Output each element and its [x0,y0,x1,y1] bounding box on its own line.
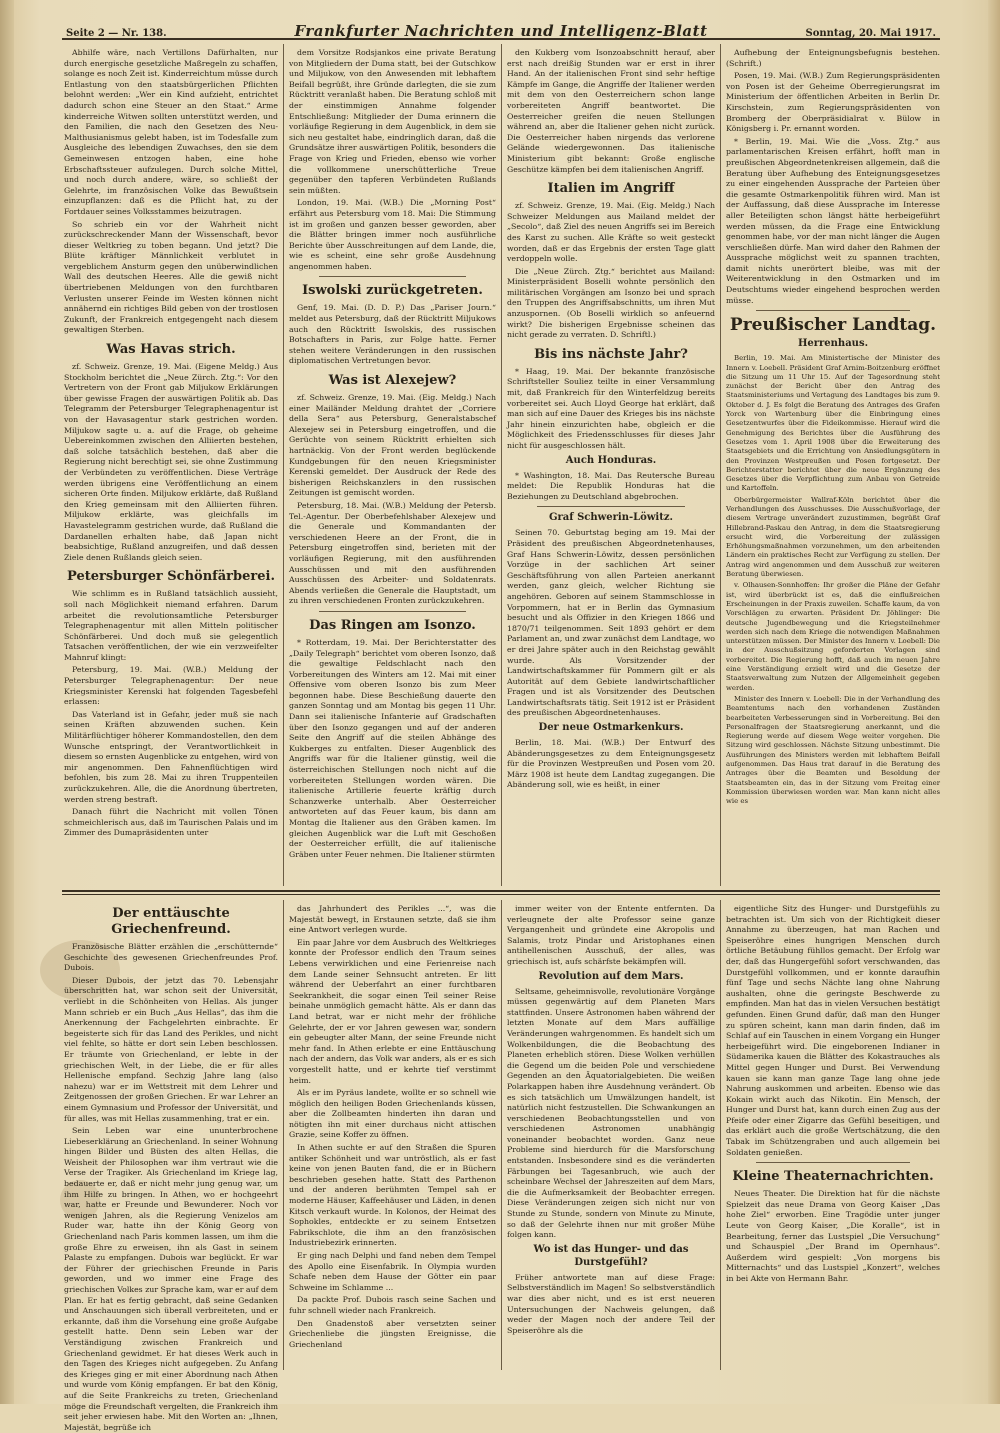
article-paragraph: zf. Schweiz. Grenze, 19. Mai. (Eig. Meldg.) Nach Schweizer Meldungen aus Mailand meldet der „Secolo“, daß Ziel des neuen Angriffs sei im Bereich des Karst zu suchen. Alle Kräfte so weit gesteckt worden, daß er das Ergebnis der ersten Tage glatt verdoppeln wolle. [507,201,715,264]
newspaper-title: Frankfurter Nachrichten und Intelligenz-Blatt [294,22,708,40]
feuilleton-column-1 [64,900,278,1432]
column-rule [720,44,721,886]
article-paragraph: Das Vaterland ist in Gefahr, jeder muß sie nach seinen Kräften abzuwenden suchen. Kein Militärflüchtiger höherer Kommandostellen, den dem Wunsche entspringt, der Verantwortlichkeit in diesem so ernsten Augenblicke zu entgehen, wird von mir angenommen. Den Fahnenflüchtigen wird befohlen, bis zum 28. Mai zu ihren Truppenteilen zurückzukehren. Alle, die die Anordnung übertreten, werden streng bestraft. [64,709,278,804]
column-2 [289,48,496,884]
article-paragraph: Er ging nach Delphi und fand neben dem Tempel des Apollo eine Eisenfabrik. In Olympia wurden Schafe neben dem Hause der Götter ein paar Schweine im Schlamme ... [289,1251,496,1292]
article-paragraph: Danach führt die Nachricht mit vollen Tönen schmeichlerisch aus, daß im Taurischen Palais und im Zimmer des Dumapräsidenten unter [64,807,278,838]
article-paragraph: eigentliche Sitz des Hunger- und Durstgefühls zu betrachten ist. Um sich von der Richtigkeit dieser Annahme zu überzeugen, hat man Rachen und Speiseröhre eines hungrigen Menschen durch örtliche Betäubung fühllos gemacht. Der Erfolg war der, daß das Hungergefühl sofort verschwanden, das Durstgefühl vollkommen, und er konnte daraufhin fünf Tage und sechs Nächte lang ohne Nahrung aushalten, ohne die geringste Beschwerde zu empfinden. Man hat das in vielen Versuchen bestätigt gefunden. Einen Grund dafür, daß man den Hunger zu spüren scheint, kann man darin finden, daß im Schlaf auf ein Tauschen in einem Vorgang ein Hunger herbeigeführt wird. Die eingeborenen Indianer in Südamerika kauen die Blätter des Kokastrauches als Mittel gegen Hunger und Durst. Bei Verwendung kauen sie kann man ganze Tage lang ohne jede Nahrung auskommen und arbeiten. Ebenso wie das Kokain wirkt auch das Nikotin. Ein Mensch, der Hunger und Durst hat, kann durch einen Zug aus der Pfeife oder einer Zigarre das Gefühl beseitigen, und das erklärt auch die große Wertschätzung, die den Tabak im Schützengraben und auch allgemein bei Soldaten genießen. [726,904,940,1157]
headline-havas: Was Havas strich. [106,342,236,358]
article-paragraph: v. Olhausen-Sonnhoffen: Ihr großer die Pläne der Gefahr ist, wird überbrückt ist es, daß die einflußreichen Erscheinungen in der Praxis zuweilen. Schaffe kaum, da von Vorschlägen zu erwarten. Präsident Dr. Jöhlinger: Die deutsche Jugendbewegung und die Kriegsteilnehmer werden sich nach dem Kriege die notwendigen Maßnahmen unterstützen müssen. Der Minister des Innern v. Loebell: Die in der Ausschußsitzung geforderten Vorlagen sind vorbereitet. Die Regierung hofft, daß auch im neuen Jahre eine Verständigung erzielt wird und die Gesetze der Staatsverwaltung zum Nutzen der Allgemeinheit gegeben werden. [726,581,940,692]
article-paragraph: London, 19. Mai. (W.B.) Die „Morning Post“ erfährt aus Petersburg vom 18. Mai: Die Stimmung ist im großen und ganzen besser geworden, aber die Blätter bringen immer noch ausführliche Berichte über Ausschreitungen auf dem Lande, die, wie es scheint, eine sehr große Ausdehnung angenommen haben. [289,198,496,271]
article-paragraph: * Berlin, 19. Mai. Wie die „Voss. Ztg.“ aus parlamentarischen Kreisen erfährt, hofft man in preußischen Abgeordnetenkreisen allgemein, daß die Beratung über Aufhebung des Enteignungsgesetzes zu einer eingehenden Aussprache der Parteien über die gesamte Ostmarkenpolitik führen wird. Man ist der Auffassung, daß diese Aussprache im Interesse aller Beteiligten schon längst hätte herbeigeführt werden müssen, da die Frage eine Entwicklung genommen habe, vor der man nicht länger die Augen verschließen dürfe. Man wird daher den Rahmen der Aussprache möglichst weit zu spannen trachten, damit nichts unerörtert bleibe, was mit der Weiterentwicklung in den Ostmarken und im Deutschtums wieder eingehend besprochen werden müsse. [726,136,940,305]
headline-petersburg: Petersburger Schönfärberei. [67,569,275,585]
article-paragraph: Seltsame, geheimnisvolle, revolutionäre Vorgänge müssen gegenwärtig auf dem Planeten Mars stattfinden. Unsere Astronomen haben während der letzten Monate auf dem Mars auffällige Veränderungen wahrgenommen. Es handelt sich um Wolkenbildungen, die die Beobachtung des Planeten erheblich stören. Diese Wolken verhüllen die Gegend um die beiden Pole und verschiedene Gegenden an den Äquatorialgebieten. Die weißen Polarkappen haben ihre Ausdehnung verändert. Ob es sich tatsächlich um Umwälzungen handelt, ist natürlich nicht festzustellen. Die Schwankungen an verschiedenen Beobachtungsstellen und von verschiedenen Astronomen unabhängig voneinander beobachtet worden. Ganz neue Probleme sind hierdurch für die Marsforschung entstanden. Insbesondere sind es die veränderten Färbungen bei Tagesanbruch, wie auch der scheinbare Wechsel der Jahreszeiten auf dem Mars, die die Aufmerksamkeit der Beobachter erregen. Diese Veränderungen zeigen sich nicht nur von Stunde zu Stunde, sondern von Minute zu Minute, so daß der Gelehrte ihnen nur mit großer Mühe folgen kann. [507,986,715,1240]
headline-honduras: Auch Honduras. [565,454,657,466]
column-rule [283,44,284,886]
feuilleton-column-4 [726,904,940,1370]
column-rule [283,900,284,1370]
column-rule [501,900,502,1370]
article-paragraph: * Haag, 19. Mai. Der bekannte französische Schriftsteller Souliez teilte in einer Versammlung mit, daß Frankreich für den Winterfeldzug bereits vorbereitet sei. Auch Lloyd George hat erklärt, daß man sich auf eine Dauer des Krieges bis ins nächste Jahr hinein einzurichten habe, obgleich er die Möglichkeit des Friedensschlusses für dieses Jahr nicht für ausgeschlossen hält. [507,366,715,450]
article-separator [756,310,910,311]
article-paragraph: den Kukberg vom Isonzoabschnitt herauf, aber erst nach dreißig Stunden war er erst in ihrer Hand. An der italienischen Front sind sehr heftige Kämpfe im Gange, die Angriffe der Italiener werden mit dem von den Oesterreichern schon lange vorbereiteten Angriff beantwortet. Die Oesterreicher greifen die neuen Stellungen während an, aber die Italiener gehen nicht zurück. Die Oesterreicher haben nirgends das verlorene Gelände wiedergewonnen. Das italienische Ministerium gibt bekannt: Große englische Geschütze kämpfen bei dem italienischen Angriff. [507,48,715,174]
article-paragraph: Wie schlimm es in Rußland tatsächlich aussieht, soll nach Möglichkeit niemand erfahren. Darum arbeitet die revolutionsamtliche Petersburger Telegraphenagentur mit allen Mitteln politischer Schönfärberei. Und doch muß sie gelegentlich Tatsachen veröffentlichen, der wie ein verzweifelter Mahnruf klingt: [64,589,278,662]
article-paragraph: Seinen 70. Geburtstag beging am 19. Mai der Präsident des preußischen Abgeordnetenhauses, Graf Hans Schwerin-Löwitz, dessen persönlichen Vorzüge in der sachlichen Art seiner Geschäftsführung von allen Parteien anerkannt werden, ganz gleich, welcher Richtung sie angehören. Geboren auf seinem Stammschlosse in Vorpommern, hat er in Berlin das Gymnasium besucht und als Offizier in den Kriegen 1866 und 1870/71 teilgenommen. Seit 1893 gehört er dem Parlament an, und zwar zunächst dem Landtage, wo er drei Jahre später auch in den Reichstag gewählt wurde. Als Vorsitzender der Landwirtschaftskammer für Pommern gilt er als Autorität auf dem Gebiete landwirtschaftlicher Fragen und ist als Vorsitzender des Deutschen Landwirtschaftsrats tätig. Seit 1912 ist er Präsident des preußischen Abgeordnetenhauses. [507,528,715,718]
headline-landtag: Preußischer Landtag. [729,315,937,336]
headline-mars: Revolution auf dem Mars. [538,970,684,982]
headline-schwerin: Graf Schwerin-Löwitz. [549,512,673,524]
landtag-report [726,354,940,806]
article-paragraph: Posen, 19. Mai. (W.B.) Zum Regierungspräsidenten von Posen ist der Geheime Oberregierungsrat im Ministerium der öffentlichen Arbeiten in Berlin Dr. Kirschstein, zum Regierungspräsidenten von Bromberg der Oberpräsidialrat v. Bülow in Königsberg i. Pr. ernannt worden. [726,71,940,134]
article-paragraph: Den Gnadenstoß aber versetzten seiner Griechenliebe die jüngsten Ereignisse, die Griechenland [289,1318,496,1349]
article-paragraph: Berlin, 19. Mai. Am Ministertische der Minister des Innern v. Loebell. Präsident Graf Arnim-Boitzenburg eröffnet die Sitzung um 11 Uhr 15. Auf der Tagesordnung steht zunächst der Bericht über den Antrag des Staatsministeriums und Vertagung des Landtages bis zum 9. Oktober d. J. Es folgt die Beratung des Antrages des Grafen Yorck von Wartenburg über die Einbringung eines Gesetzentwurfes über die Fideikommisse. Hierauf wird die Genehmigung des Berichtes über die Ausführung des Gesetzes vom 1. April 1908 über die Erweiterung des Staatsgebiets und die Errichtung von Ansiedlungsgütern in den Provinzen Westpreußen und Posen fortgesetzt. Der Berichterstatter berichtet über die neue Ergänzung des Gesetzes über die Verpflichtung zum Anbau von Getreide und Kartoffeln. [726,354,940,493]
article-paragraph: Die „Neue Zürch. Ztg.“ berichtet aus Mailand: Ministerpräsident Boselli wohnte persönlich den militärischen Vorgängen am Isonzo bei und sprach den Truppen des Angriffsabschnitts, um ihren Mut anzuspornen. (Ob Boselli wirklich so anfeuernd wirkt? Die bisherigen Ergebnisse scheinen das nicht gerade zu verraten. D. Schriftl.) [507,266,715,340]
feuilleton-divider-thin [62,894,940,895]
headline-ostmarkenkurs: Der neue Ostmarkenkurs. [538,722,684,734]
article-paragraph: Als er im Pyräus landete, wollte er so schnell wie möglich den heiligen Boden Griechenlands küssen, aber die Zollbeamten hinderten ihn daran und nötigten ihn mit einer durchaus nicht attischen Grazie, seine Koffer zu öffnen. [289,1088,496,1140]
column-rule [501,44,502,886]
article-paragraph: immer weiter von der Entente entfernten. Da verleugnete der alte Professor seine ganze Vergangenheit und gründete eine Akropolis und Salamis, trotz Pindar und Aristophanes einen antihellenischen Ausschuß, der alles, was griechisch ist, aufs schärfste bekämpfen will. [507,904,715,966]
article-paragraph: Minister des Innern v. Loebell: Die in der Verhandlung des Beamtentums nach den vorhandenen Zuständen bearbeiteten Verbesserungen sind in Vorbereitung. Bei den Personalfragen der Staatsregierung anerkannt, und die Regierung werde auf diesem Wege weiter vorgehen. Die Sitzung wird geschlossen. Nächste Sitzung unbestimmt. Die Ausführungen des Ministers werden mit lebhaftem Beifall aufgenommen. Das Haus trat darauf in die Beratung des Antrages über die Beamten und Besoldung der Staatsbeamten ein, das in der Sitzung vom Freitag einer Kommission überwiesen worden war. Man kann nicht alles wie es [726,694,940,806]
article-paragraph: das Jahrhundert des Perikles ...“, was die Majestät bewegt, in Erstaunen setzte, daß sie ihm eine Antwort verlegen wurde. [289,904,496,935]
article-paragraph: Dieser Dubois, der jetzt das 70. Lebensjahr überschritten hat, war schon seit der Universität, verliebt in die Schönheiten von Hellas. Als junger Mann schrieb er ein Buch „Aus Hellas“, das ihm die Anerkennung der Fachgelehrten einbrachte. Er begeisterte sich für das Land des Perikles, und nicht viel fehlte, so hätte er dort sein Leben beschlossen. Er träumte von Griechenland, er lebte in der griechischen Welt, in der Liebe, die er für alles Hellenische empfand. Sechzig Jahre lang (also nahezu) war er im Wettstreit mit dem Lehrer und Zeitgenossen der großen Griechen. Er war Lehrer an einem Gymnasium und Professor der Universität, und für alles, was mit Hellas zusammenhing, trat er ein. [64,975,278,1123]
column-rule [720,900,721,1370]
article-paragraph: * Rotterdam, 19. Mai. Der Berichterstatter des „Daily Telegraph“ berichtet vom oberen Isonzo, daß die gewaltige Feldschlacht nach den Vorbereitungen des Winters am 12. Mai mit einer Offensive vom oberen Isonzo bis zum Meer begonnen habe. Diese Beschießung dauerte den ganzen Sonntag und am Montag bis gegen 11 Uhr. Dann sei italienische Infanterie auf Gradschaften über den Isonzo gegangen und auf der anderen Seite den Angriff auf die steilen Abhänge des Kukberges zu entfalten. Dieser Augenblick des Angriffs war für die Italiener günstig, weil die österreichischen Stellungen noch nicht auf die vorbereiteten Stellungen worden wären. Die italienische Artillerie feuerte kräftig durch Schanzwerke unterhalb. Aber Oesterreicher antworteten auf das Feuer kaum, bis dann am Montag die Italiener aus den Gräben kamen. Im gleichen Augenblick war die Luft mit Geschoßen der Oesterreicher erfüllt, die auf italienische Gräben unter Feuer nehmen. Die Italiener stürmten [289,637,496,859]
article-paragraph: Abhilfe wäre, nach Vertillons Dafürhalten, nur durch energische gesetzliche Maßregeln zu schaffen, solange es noch Zeit ist. Kinderreichtum müsse durch Entlastung von den staatsbürgerlichen Pflichten belohnt werden: „Wer ein Kind aufzieht, entrichtet dadurch schon eine Steuer an den Staat.“ Arme kinderreiche Witwen sollten unterstützt werden, und den Familien, die nach den Gesetzen des Neu-Malthusianismus gelebt haben, ist im Todesfalle zum Ausgleiche des lebendigen Zuwachses, den sie dem Gemeinwesen entzogen haben, eine hohe Erbschaftssteuer aufzulegen. Durch solche Mittel, und noch durch andere, wäre, so schließt der Gelehrte, im französischen Volke das Bewußtsein einzupflanzen: daß es die Pflicht hat, zu der Fortdauer seines Volksstammes beizutragen. [64,48,278,216]
article-paragraph: Petersburg, 18. Mai. (W.B.) Meldung der Petersb. Tel.-Agentur. Der Oberbefehlshaber Alexejew und die Generale und Kommandanten der verschiedenen Heere an der Front, die in Petersburg eingetroffen sind, berieten mit der vorläufigen Regierung, mit den ausführenden Ausschüssen und mit den ausführenden Ausschüssen des Arbeiter- und Soldatenrats. Abends verließen die Generale die Hauptstadt, um zu ihren verschiedenen Fronten zurückzukehren. [289,500,496,606]
article-separator [756,1162,910,1163]
article-paragraph: dem Vorsitze Rodsjankos eine private Beratung von Mitgliedern der Duma statt, bei der Gutschkow und Miljukow, von den Anwesenden mit lebhaftem Beifall begrüßt, ihre Gründe darlegten, die sie zum Rücktritt veranlaßt haben. Die Beratung schloß mit der einstimmigen Annahme folgender Entschließung: Mitglieder der Duma erinnern die vorläufige Regierung in dem Augenblick, in dem sie sich neu gestaltet habe, eindringlich daran, daß die Grundsätze ihrer auswärtigen Politik, besonders die Frage von Krieg und Frieden, ebenso wie vorher die vollkommene unerschütterliche Treue gegenüber den tapferen Verbündeten Rußlands sein müßten. [289,48,496,195]
article-separator [319,611,466,612]
article-paragraph: Aufhebung der Enteignungsbefugnis bestehen. (Schrift.) [726,48,940,68]
headline-iswolski: Iswolski zurückgetreten. [302,283,483,299]
headline-griechenfreund: Der enttäuschte Griechenfreund. [111,906,231,937]
issue-date: Sonntag, 20. Mai 1917. [805,28,936,39]
page-right-edge [988,0,1000,1404]
article-separator [537,506,685,507]
article-paragraph: zf. Schweiz. Grenze, 19. Mai. (Eig. Meldg.) Nach einer Mailänder Meldung drahtet der „Corriere della Sera“ aus Petersburg, Generalstabschef Alexejew sei in Petersburg eingetroffen, und die Gerüchte von seinem Rücktritt erhielten sich hartnäckig. Von der Front werden beglückende Kundgebungen für den neuen Kriegsminister Kerenski gemeldet. Der Ausdruck der Rede des bisherigen Reichskanzlers in den russischen Zeitungen ist gemischt worden. [289,393,496,498]
article-paragraph: Französische Blätter erzählen die „erschütternde“ Geschichte des gewesenen Griechenfreundes Prof. Dubois. [64,942,278,973]
article-paragraph: Früher antwortete man auf diese Frage: Selbstverständlich im Magen! So selbstverständlich war dies aber nicht, und es ist erst neueren Untersuchungen der Nachweis gelungen, daß weder der Magen noch der andere Teil der Speiseröhre als die [507,1272,715,1335]
article-paragraph: zf. Schweiz. Grenze, 19. Mai. (Eigene Meldg.) Aus Stockholm berichtet die „Neue Zürch. Ztg.“: Vor den Vertretern von der Front gab Miljukow Erklärungen über gewisse Fragen der auswärtigen Politik ab. Das Telegramm der Petersburger Telegraphenagentur ist von der Havasagentur stark gestrichen worden. Miljukow sagte u. a. auf die Frage, ob geheime Uebereinkommen zwischen den Alliierten bestehen, daß solche tatsächlich bestehen, daß aber die Regierung nicht berechtigt sei, sie ohne Zustimmung der Verbündeten zu veröffentlichen. Diese Verträge werden übrigens eine Veröffentlichung an einem sicheren Orte finden. Miljukow erklärte, daß Rußland den Krieg gemeinsam mit den Alliierten führen. Miljukow erklärte, was gleichfalls im Havastelegramm gestrichen wurde, daß Rußland die Dardanellen erhalten habe, daß Japan nicht beabsichtige, Rußland anzugreifen, und daß dessen Ziele denen Rußlands gleich seien. [64,362,278,562]
article-paragraph: * Washington, 18. Mai. Das Reutersche Bureau meldet: Die Republik Honduras hat die Beziehungen zu Deutschland abgebrochen. [507,470,715,501]
feuilleton-column-3 [507,904,715,1370]
headline-italien: Italien im Angriff [547,181,675,197]
article-paragraph: Sein Leben war eine ununterbrochene Liebeserklärung an Griechenland. In seiner Wohnung hingen Bilder und Büsten des alten Hellas, die Weisheit der Philosophen war ihm vertraut wie die Verse der Tragiker. Als Griechenland im Kriege lag, bedauerte er, daß er nicht mehr jung genug war, um ihm Hilfe zu bringen. In Athen, wo er hochgeehrt war, hatte er Freunde und Bewunderer. Noch vor wenigen Jahren, als die Regierung Venizelos am Ruder war, hatte ihn der König Georg von Griechenland nach Paris kommen lassen, um ihm die große Ehre zu erweisen, ihn als Gast in seinem Palaste zu empfangen. Dubois war beglückt. Er war der Führer der griechischen Freunde in Paris geworden, und wo immer eine Frage des griechischen Volkes zur Sprache kam, war er auf dem Plan. Er hat es fertig gebracht, daß seine Gedanken und Anschauungen sich überall verbreiteten, und er erkannte, daß ihm die Vorsehung eine große Aufgabe gestellt hatte. Denn sein Leben war der Verständigung zwischen Frankreich und Griechenland gewidmet. Er hat dieses Werk auch in den Tagen des Krieges nicht aufgegeben. Zu Anfang des Krieges ging er mit einer Abordnung nach Athen und wurde vom König empfangen. Er bat den König, auf die Seite Frankreichs zu treten, Griechenland möge die Freundschaft vergelten, die Frankreich ihm seit jeher erwiesen habe. Mit den Worten an: „Ihnen, Majestät, begrüße ich [64,1126,278,1432]
headline-isonzo: Das Ringen am Isonzo. [309,617,476,633]
page-binding-edge [0,0,14,1404]
column-1 [64,48,278,884]
article-paragraph: So schrieb ein vor der Wahrheit nicht zurückschreckender Mann der Wissenschaft, bevor dieser Weltkrieg zu toben begann. Und jetzt? Die Blüte kräftiger Männlichkeit verblutet in vergeblichem Ansturm gegen den unüberwindlichen Wall des deutschen Heeres. Alle die gewiß nicht übertriebenen Meldungen von den furchtbaren Verlusten unserer Feinde im Westen können nicht annähernd ein richtiges Bild geben von der trostlosen Zukunft, der Frankreich entgegengeht nach diesem gewaltigen Sterben. [64,219,278,335]
page-header [62,8,940,40]
article-paragraph: Neues Theater. Die Direktion hat für die nächste Spielzeit das neue Drama von Georg Kaiser „Das hohe Ziel“ erworben. Eine Tragödie unter junger Leute von Georg Kaiser, „Die Koralle“, ist in Bearbeitung, ferner das Lustspiel „Die Versuchung“ und Schauspiel „Der Brand im Opernhaus“. Außerdem wird gespielt: „Von morgens bis Mitternachts“ und das Lustspiel „Konzert“, welches in bei Akte von Hermann Bahr. [726,1189,940,1283]
headline-theater: Kleine Theaternachrichten. [732,1169,934,1185]
headline-hunger: Wo ist das Hunger- und das Durstgefühl? [533,1243,689,1268]
article-paragraph: Ein paar Jahre vor dem Ausbruch des Weltkrieges konnte der Professor endlich den Traum seines Lebens verwirklichen und eine Ferienreise nach dem Lande seiner Sehnsucht antreten. Er litt während der Ueberfahrt an einer furchtbaren Seekrankheit, die sogar einen Teil seiner Reise beinahe unmöglich gemacht hätte. Als er dann das Land betrat, war er nicht mehr der fröhliche Gelehrte, der er vor Jahren gewesen war, sondern ein gebeugter alter Mann, der seine Freunde nicht mehr fand. In Athen erlebte er eine Enttäuschung nach der andern, das Volk war anders, als er es sich vorgestellt hatte, und er kehrte tief verstimmt heim. [289,937,496,1085]
article-paragraph: Berlin, 18. Mai. (W.B.) Der Entwurf des Abänderungsgesetzes zu dem Enteignungsgesetz für die Provinzen Westpreußen und Posen vom 20. März 1908 ist heute dem Landtag zugegangen. Die Abänderung soll, wie es heißt, in einer [507,738,715,790]
subheadline-herrenhaus: Herrenhaus. [797,338,869,350]
article-paragraph: Oberbürgermeister Wallraf-Köln berichtet über die Verhandlungen des Ausschusses. Die Ausschußvorlage, der diesem Vertrage unverändert zuzustimmen, begrüßt Graf Hillebrand-Paskau den Antrag, in dem die Staatsregierung ersucht wird, die Vorbereitung der zulässigen Erhöhungsmaßnahmen vorzunehmen, um den arbeitenden Ländern ein praktisches Recht zur Verfügung zu stellen. Der Antrag wird angenommen und dem Ausschuß zur weiteren Beratung überwiesen. [726,495,940,579]
page-number: Seite 2 — Nr. 138. [66,28,167,39]
feuilleton-column-2 [289,904,496,1370]
headline-naechstes-jahr: Bis ins nächste Jahr? [534,346,688,362]
feuilleton-divider [62,890,940,892]
article-paragraph: Genf, 19. Mai. (D. D. P.) Das „Pariser Journ.“ meldet aus Petersburg, daß der Rücktritt Miljukows auch den Rücktritt Iswolskis, des russischen Botschafters in Paris, zur Folge hatte. Ferner stehen weitere Veränderungen in den russischen diplomatischen Vertretungen bevor. [289,303,496,366]
headline-alexejew: Was ist Alexejew? [328,373,457,389]
article-paragraph: Petersburg, 19. Mai. (W.B.) Meldung der Petersburger Telegraphenagentur: Der neue Kriegsminister Kerenski hat folgenden Tagesbefehl erlassen: [64,665,278,707]
column-4 [726,48,940,884]
article-paragraph: In Athen suchte er auf den Straßen die Spuren antiker Schönheit und war untröstlich, als er fast keine von jenen Bauten fand, die er in Büchern beschrieben gesehen hatte. Statt des Parthenon und der anderen berühmten Tempel sah er moderne Häuser, Kaffeehäuser und Läden, in denen Kitsch verkauft wurde. In Kolonos, der Heimat des Sophokles, entdeckte er zu seinem Entsetzen Fabrikschlote, die ihm an den französischen Industriebezirk erinnerten. [289,1143,496,1248]
article-paragraph: Da packte Prof. Dubois rasch seine Sachen und fuhr schnell wieder nach Frankreich. [289,1295,496,1315]
column-3 [507,48,715,884]
article-separator [319,276,466,277]
